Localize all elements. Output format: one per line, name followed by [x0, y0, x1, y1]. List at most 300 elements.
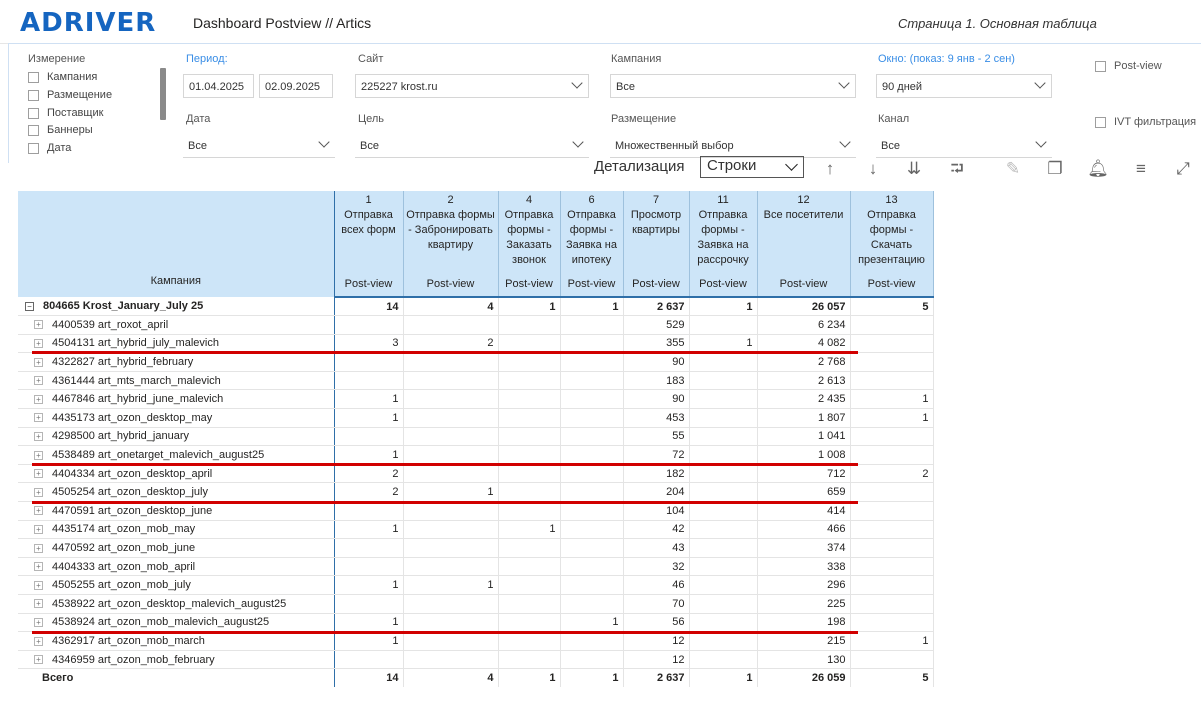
top-bar: [0, 0, 1201, 44]
value-cell: [498, 557, 560, 576]
value-cell: 1: [498, 669, 560, 688]
value-cell: 2 613: [757, 371, 850, 390]
expand-icon[interactable]: +: [34, 451, 43, 460]
campaign-dropdown[interactable]: Все: [610, 74, 856, 98]
table-row[interactable]: [18, 353, 933, 372]
period-label: Период:: [186, 53, 228, 65]
table-row[interactable]: [18, 520, 933, 539]
table-group-row[interactable]: [18, 297, 933, 316]
value-cell: [689, 520, 757, 539]
campaign-name: 4470591 art_ozon_desktop_june: [52, 504, 213, 517]
drill-down-icon[interactable]: ↓: [868, 159, 878, 178]
value-cell: [850, 502, 933, 521]
value-cell: [498, 353, 560, 372]
campaign-cell[interactable]: [18, 316, 334, 335]
value-cell: 2 768: [757, 353, 850, 372]
value-cell: [560, 371, 623, 390]
chevron-down-icon: [318, 136, 329, 147]
value-cell: 1: [403, 576, 498, 595]
expand-icon[interactable]: +: [34, 358, 43, 367]
value-cell: [560, 502, 623, 521]
value-cell: [403, 446, 498, 465]
checkbox-icon[interactable]: [28, 90, 39, 101]
dimension-scrollbar[interactable]: [160, 68, 166, 120]
table-body: [18, 297, 933, 687]
value-cell: [403, 520, 498, 539]
value-cell: 1 807: [757, 409, 850, 428]
channel-label: Канал: [878, 113, 910, 125]
expand-icon[interactable]: +: [34, 488, 43, 497]
value-cell: 56: [623, 613, 689, 632]
date-dropdown[interactable]: Все: [183, 134, 335, 158]
campaign-cell[interactable]: [18, 502, 334, 521]
value-cell: [403, 632, 498, 651]
campaign-cell[interactable]: [18, 669, 334, 688]
value-cell: [498, 595, 560, 614]
value-cell: [850, 371, 933, 390]
value-cell: 2 637: [623, 669, 689, 688]
value-cell: [560, 650, 623, 669]
value-cell: 2: [850, 464, 933, 483]
value-cell: [689, 371, 757, 390]
chevron-down-icon: [839, 136, 850, 147]
pin-icon[interactable]: ✎: [1005, 159, 1021, 178]
column-subheader: Post-view: [498, 271, 560, 297]
value-cell: 104: [623, 502, 689, 521]
checkbox-icon[interactable]: [1095, 117, 1106, 128]
value-cell: 1: [498, 520, 560, 539]
value-cell: [403, 613, 498, 632]
dimension-option-placement[interactable]: Размещение: [28, 89, 112, 101]
value-cell: 414: [757, 502, 850, 521]
value-cell: [850, 539, 933, 558]
value-cell: 198: [757, 613, 850, 632]
value-cell: [334, 316, 403, 335]
campaign-name: 4504131 art_hybrid_july_malevich: [52, 337, 219, 350]
window-label: Окно: (показ: 9 янв - 2 сен): [878, 53, 1015, 65]
campaign-name: 4298500 art_hybrid_january: [52, 430, 189, 443]
value-cell: [403, 595, 498, 614]
campaign-name: 4505254 art_ozon_desktop_july: [52, 486, 208, 499]
campaign-cell[interactable]: [18, 353, 334, 372]
chevron-down-icon: [785, 158, 798, 171]
value-cell: 1: [498, 297, 560, 316]
focus-mode-icon[interactable]: ⤢: [1176, 159, 1190, 178]
campaign-cell[interactable]: [18, 520, 334, 539]
dimension-option-supplier[interactable]: Поставщик: [28, 107, 103, 119]
campaign-cell[interactable]: [18, 334, 334, 353]
value-cell: [850, 427, 933, 446]
value-cell: 43: [623, 539, 689, 558]
dimension-option-banners[interactable]: Баннеры: [28, 124, 93, 136]
value-cell: [403, 409, 498, 428]
placement-dropdown[interactable]: Множественный выбор: [610, 134, 856, 158]
value-cell: 14: [334, 297, 403, 316]
value-cell: 1: [334, 446, 403, 465]
collapse-icon[interactable]: −: [25, 302, 34, 311]
checkbox-icon[interactable]: [28, 108, 39, 119]
value-cell: [560, 464, 623, 483]
expand-icon[interactable]: +: [34, 413, 43, 422]
campaign-name: 4361444 art_mts_march_malevich: [52, 374, 221, 387]
value-cell: 374: [757, 539, 850, 558]
campaign-cell[interactable]: [18, 464, 334, 483]
table-row[interactable]: [18, 650, 933, 669]
filter-icon[interactable]: ≡: [1136, 159, 1146, 178]
value-cell: [689, 595, 757, 614]
value-cell: [334, 539, 403, 558]
value-cell: 12: [623, 650, 689, 669]
campaign-cell[interactable]: [18, 613, 334, 632]
campaign-name: 4404333 art_ozon_mob_april: [52, 560, 196, 573]
table-row[interactable]: [18, 371, 933, 390]
value-cell: 1: [689, 297, 757, 316]
value-cell: 659: [757, 483, 850, 502]
date-label: Дата: [186, 113, 211, 125]
value-cell: [689, 353, 757, 372]
campaign-name: 4346959 art_ozon_mob_february: [52, 653, 215, 666]
campaign-cell[interactable]: [18, 409, 334, 428]
value-cell: [334, 371, 403, 390]
value-cell: 2 435: [757, 390, 850, 409]
highlight-line: [32, 351, 858, 354]
value-cell: [560, 390, 623, 409]
site-label: Сайт: [358, 53, 384, 65]
value-cell: [498, 650, 560, 669]
chevron-down-icon: [1034, 77, 1045, 88]
table-row[interactable]: [18, 613, 933, 632]
value-cell: 2 637: [623, 297, 689, 316]
value-cell: 130: [757, 650, 850, 669]
value-cell: 1 008: [757, 446, 850, 465]
table-row[interactable]: [18, 539, 933, 558]
checkbox-icon[interactable]: [28, 143, 39, 154]
value-cell: [498, 316, 560, 335]
value-cell: 55: [623, 427, 689, 446]
copy-visual-icon[interactable]: ❐: [1047, 159, 1063, 178]
value-cell: 1: [850, 390, 933, 409]
expand-icon[interactable]: +: [34, 432, 43, 441]
value-cell: [689, 409, 757, 428]
column-header[interactable]: 12 Все посетители: [757, 191, 850, 271]
table-row[interactable]: [18, 557, 933, 576]
value-cell: [403, 539, 498, 558]
value-cell: [560, 557, 623, 576]
value-cell: [689, 427, 757, 446]
dimension-option-campaign[interactable]: Кампания: [28, 71, 97, 83]
value-cell: [850, 316, 933, 335]
checkbox-icon[interactable]: [28, 72, 39, 83]
value-cell: [498, 613, 560, 632]
expand-icon[interactable]: +: [34, 376, 43, 385]
value-cell: 182: [623, 464, 689, 483]
value-cell: [498, 632, 560, 651]
column-header[interactable]: 4 Отправка формы - Заказать звонок: [498, 191, 560, 271]
value-cell: [403, 464, 498, 483]
campaign-cell[interactable]: [18, 632, 334, 651]
chevron-down-icon: [838, 77, 849, 88]
value-cell: [850, 520, 933, 539]
placement-label: Размещение: [611, 113, 677, 125]
table-row[interactable]: [18, 409, 933, 428]
value-cell: 2: [334, 483, 403, 502]
value-cell: 1: [403, 483, 498, 502]
campaign-name: 4362917 art_ozon_mob_march: [52, 634, 205, 647]
value-cell: 46: [623, 576, 689, 595]
value-cell: [560, 334, 623, 353]
value-cell: [689, 632, 757, 651]
expand-icon[interactable]: +: [34, 525, 43, 534]
expand-icon[interactable]: +: [34, 506, 43, 515]
expand-icon[interactable]: +: [34, 395, 43, 404]
value-cell: [689, 502, 757, 521]
campaign-label: Кампания: [611, 53, 662, 65]
value-cell: [689, 539, 757, 558]
value-cell: [498, 464, 560, 483]
value-cell: [850, 446, 933, 465]
expand-icon[interactable]: +: [34, 562, 43, 571]
value-cell: [403, 650, 498, 669]
value-cell: [560, 576, 623, 595]
detail-select[interactable]: Строки: [700, 156, 804, 178]
table-row[interactable]: [18, 595, 933, 614]
value-cell: 4: [403, 669, 498, 688]
value-cell: 466: [757, 520, 850, 539]
campaign-name: 4538489 art_onetarget_malevich_august25: [52, 449, 265, 462]
value-cell: [689, 464, 757, 483]
expand-all-down-icon[interactable]: ⇊: [906, 159, 922, 178]
adriver-logo: ADRIVER: [20, 8, 157, 38]
bell-icon[interactable]: 🔔︎: [1087, 159, 1109, 178]
value-cell: [689, 483, 757, 502]
value-cell: 204: [623, 483, 689, 502]
value-cell: [498, 502, 560, 521]
value-cell: [334, 557, 403, 576]
goal-label: Цель: [358, 113, 385, 125]
campaign-name: 4435174 art_ozon_mob_may: [52, 523, 196, 536]
expand-icon[interactable]: +: [34, 618, 43, 627]
value-cell: 72: [623, 446, 689, 465]
value-cell: 1: [560, 297, 623, 316]
campaign-cell[interactable]: [18, 427, 334, 446]
value-cell: 1: [689, 334, 757, 353]
value-cell: 1: [334, 632, 403, 651]
expand-hierarchy-icon[interactable]: ⮒: [950, 159, 964, 178]
expand-icon[interactable]: +: [34, 469, 43, 478]
checkbox-icon[interactable]: [1095, 61, 1106, 72]
value-cell: [850, 650, 933, 669]
value-cell: 355: [623, 334, 689, 353]
campaign-name: 4505255 art_ozon_mob_july: [52, 579, 191, 592]
expand-icon[interactable]: +: [34, 320, 43, 329]
campaign-cell[interactable]: [18, 446, 334, 465]
value-cell: 453: [623, 409, 689, 428]
value-cell: [689, 390, 757, 409]
value-cell: [334, 502, 403, 521]
column-header[interactable]: 2 Отправка формы - Забронировать квартиру: [403, 191, 498, 271]
page-label: Страница 1. Основная таблица: [898, 16, 1097, 31]
value-cell: [560, 539, 623, 558]
postview-table: [18, 191, 934, 687]
table-row[interactable]: [18, 446, 933, 465]
value-cell: 529: [623, 316, 689, 335]
drill-up-icon[interactable]: ↑: [825, 159, 835, 178]
expand-icon[interactable]: +: [34, 581, 43, 590]
campaign-name: 804665 Krost_January_July 25: [43, 300, 204, 313]
value-cell: 1: [689, 669, 757, 688]
table-row[interactable]: [18, 334, 933, 353]
value-cell: [403, 502, 498, 521]
column-header-campaign[interactable]: Кампания: [18, 191, 334, 297]
channel-dropdown[interactable]: Все: [876, 134, 1052, 158]
value-cell: 70: [623, 595, 689, 614]
value-cell: 1: [850, 409, 933, 428]
value-cell: 1: [560, 613, 623, 632]
campaign-cell[interactable]: [18, 650, 334, 669]
campaign-cell[interactable]: [18, 483, 334, 502]
value-cell: [850, 613, 933, 632]
column-header[interactable]: 13 Отправка формы - Скачать презентацию: [850, 191, 933, 271]
value-cell: 1: [334, 390, 403, 409]
detail-label: Детализация: [594, 158, 685, 175]
column-subheader: Post-view: [757, 271, 850, 297]
postview-checkbox[interactable]: Post-view: [1095, 60, 1162, 72]
ivt-filter-checkbox[interactable]: IVT фильтрация: [1095, 116, 1196, 128]
site-dropdown[interactable]: 225227 krost.ru: [355, 74, 589, 98]
table-row[interactable]: [18, 316, 933, 335]
table-row[interactable]: [18, 632, 933, 651]
value-cell: 1 041: [757, 427, 850, 446]
value-cell: 4: [403, 297, 498, 316]
expand-icon[interactable]: +: [34, 637, 43, 646]
table-total-row[interactable]: [18, 669, 933, 688]
value-cell: [689, 316, 757, 335]
column-header[interactable]: 11 Отправка формы - Заявка на рассрочку: [689, 191, 757, 271]
value-cell: [850, 576, 933, 595]
column-subheader: Post-view: [334, 271, 403, 297]
goal-dropdown[interactable]: Все: [355, 134, 589, 158]
value-cell: 4 082: [757, 334, 850, 353]
value-cell: 6 234: [757, 316, 850, 335]
dimension-option-date[interactable]: Дата: [28, 142, 71, 154]
dashboard-title: Dashboard Postview // Artics: [193, 15, 372, 31]
value-cell: [850, 595, 933, 614]
value-cell: [403, 390, 498, 409]
value-cell: 5: [850, 669, 933, 688]
table-row[interactable]: [18, 390, 933, 409]
value-cell: 296: [757, 576, 850, 595]
table-row[interactable]: [18, 502, 933, 521]
table-row[interactable]: [18, 483, 933, 502]
value-cell: [560, 632, 623, 651]
value-cell: [560, 595, 623, 614]
highlight-line: [32, 501, 858, 504]
campaign-cell[interactable]: [18, 297, 334, 316]
value-cell: 1: [334, 576, 403, 595]
campaign-cell[interactable]: [18, 371, 334, 390]
value-cell: [334, 650, 403, 669]
value-cell: [498, 483, 560, 502]
column-header[interactable]: 7 Просмотр квартиры: [623, 191, 689, 271]
window-dropdown[interactable]: 90 дней: [876, 74, 1052, 98]
value-cell: [498, 576, 560, 595]
value-cell: 90: [623, 353, 689, 372]
value-cell: [560, 483, 623, 502]
table-row[interactable]: [18, 576, 933, 595]
chevron-down-icon: [572, 136, 583, 147]
value-cell: 712: [757, 464, 850, 483]
value-cell: [850, 483, 933, 502]
campaign-cell[interactable]: [18, 390, 334, 409]
column-subheader: Post-view: [689, 271, 757, 297]
campaign-cell[interactable]: [18, 539, 334, 558]
checkbox-icon[interactable]: [28, 125, 39, 136]
campaign-cell[interactable]: [18, 576, 334, 595]
value-cell: 12: [623, 632, 689, 651]
value-cell: [560, 446, 623, 465]
chevron-down-icon: [571, 77, 582, 88]
campaign-cell[interactable]: [18, 557, 334, 576]
value-cell: 183: [623, 371, 689, 390]
expand-icon[interactable]: +: [34, 544, 43, 553]
value-cell: 225: [757, 595, 850, 614]
value-cell: 14: [334, 669, 403, 688]
value-cell: 42: [623, 520, 689, 539]
expand-icon[interactable]: +: [34, 599, 43, 608]
value-cell: 32: [623, 557, 689, 576]
value-cell: [498, 390, 560, 409]
highlight-line: [32, 631, 858, 634]
value-cell: [498, 334, 560, 353]
campaign-name: 4470592 art_ozon_mob_june: [52, 542, 196, 555]
value-cell: 2: [334, 464, 403, 483]
value-cell: [403, 557, 498, 576]
value-cell: [689, 557, 757, 576]
expand-icon[interactable]: +: [34, 339, 43, 348]
campaign-name: 4467846 art_hybrid_june_malevich: [52, 393, 224, 406]
column-header[interactable]: 6 Отправка формы - Заявка на ипотеку: [560, 191, 623, 271]
value-cell: [403, 427, 498, 446]
value-cell: [850, 353, 933, 372]
campaign-cell[interactable]: [18, 595, 334, 614]
value-cell: 215: [757, 632, 850, 651]
value-cell: 90: [623, 390, 689, 409]
dimension-label: Измерение: [28, 53, 86, 65]
column-subheader: Post-view: [403, 271, 498, 297]
value-cell: 3: [334, 334, 403, 353]
expand-icon[interactable]: +: [34, 655, 43, 664]
value-cell: 1: [334, 613, 403, 632]
value-cell: [689, 576, 757, 595]
column-header[interactable]: 1 Отправка всех форм: [334, 191, 403, 271]
table-row[interactable]: [18, 427, 933, 446]
campaign-name: 4538922 art_ozon_desktop_malevich_august25: [52, 597, 287, 610]
campaign-name: 4538924 art_ozon_mob_malevich_august25: [52, 616, 270, 629]
highlight-line: [32, 463, 858, 466]
value-cell: [403, 371, 498, 390]
value-cell: 2: [403, 334, 498, 353]
value-cell: [498, 446, 560, 465]
period-to-input[interactable]: 02.09.2025: [259, 74, 333, 98]
table-row[interactable]: [18, 464, 933, 483]
period-from-input[interactable]: 01.04.2025: [183, 74, 254, 98]
value-cell: 1: [560, 669, 623, 688]
value-cell: [334, 353, 403, 372]
value-cell: [498, 427, 560, 446]
value-cell: [560, 520, 623, 539]
value-cell: [498, 371, 560, 390]
value-cell: [689, 613, 757, 632]
